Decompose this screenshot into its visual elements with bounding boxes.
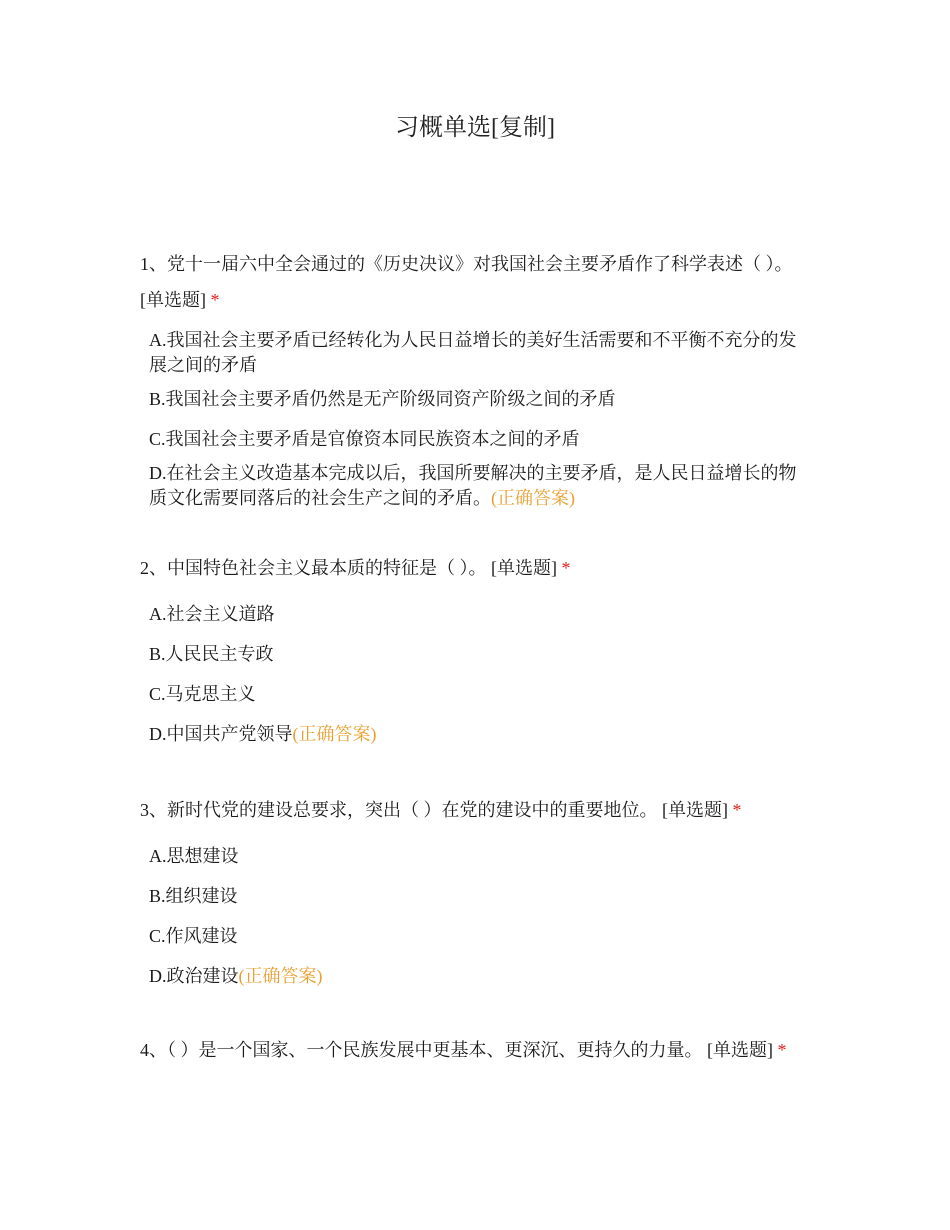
required-mark: *: [210, 290, 220, 310]
question-type-tag: [单选题]: [707, 1040, 773, 1060]
question-type-tag: [单选题]: [140, 290, 206, 310]
required-mark: *: [777, 1040, 787, 1060]
question-2-option-d[interactable]: [149, 722, 809, 747]
correct-answer-marker: (正确答案): [292, 724, 377, 744]
question-1-title: [140, 246, 810, 318]
question-2-title: [140, 550, 810, 586]
required-mark: *: [732, 800, 742, 820]
question-1-text: 1、党十一届六中全会通过的《历史决议》对我国社会主要矛盾作了科学表述（ ）。: [140, 254, 793, 274]
required-mark: *: [561, 558, 571, 578]
question-1-option-d[interactable]: [149, 461, 809, 511]
page-title: 习概单选[复制]: [395, 115, 555, 141]
correct-answer-marker: (正确答案): [491, 488, 575, 508]
question-2-option-a[interactable]: A.社会主义道路: [149, 604, 275, 624]
question-3-option-b[interactable]: B.组织建设: [149, 886, 238, 906]
question-3-option-a[interactable]: A.思想建设: [149, 846, 239, 866]
question-3-option-d[interactable]: [149, 964, 809, 989]
question-1-option-c[interactable]: C.我国社会主要矛盾是官僚资本同民族资本之间的矛盾: [149, 429, 580, 449]
option-text: D.政治建设: [149, 966, 239, 986]
correct-answer-marker: (正确答案): [238, 966, 323, 986]
question-type-tag: [单选题]: [662, 800, 728, 820]
option-text: D.中国共产党领导: [149, 724, 293, 744]
question-2-option-b[interactable]: B.人民民主专政: [149, 644, 274, 664]
question-4-text: 4、（ ）是一个国家、一个民族发展中更基本、更深沉、更持久的力量。: [140, 1040, 703, 1060]
question-3-option-c[interactable]: C.作风建设: [149, 926, 238, 946]
question-4-title: [140, 1034, 810, 1066]
question-2-option-c[interactable]: C.马克思主义: [149, 684, 256, 704]
question-1-option-a[interactable]: A.我国社会主要矛盾已经转化为人民日益增长的美好生活需要和不平衡不充分的发展之间的矛盾: [149, 330, 797, 375]
question-3-text: 3、新时代党的建设总要求，突出（ ）在党的建设中的重要地位。: [140, 800, 658, 820]
question-1-option-b[interactable]: B.我国社会主要矛盾仍然是无产阶级同资产阶级之间的矛盾: [149, 389, 616, 409]
question-2-text: 2、中国特色社会主义最本质的特征是（ ）。: [140, 558, 487, 578]
option-text: D.在社会主义改造基本完成以后，我国所要解决的主要矛盾，是人民日益增长的物质文化需要同落后的社会生产之间的矛盾。: [149, 463, 797, 508]
question-3-title: [140, 792, 810, 828]
question-type-tag: [单选题]: [491, 558, 557, 578]
